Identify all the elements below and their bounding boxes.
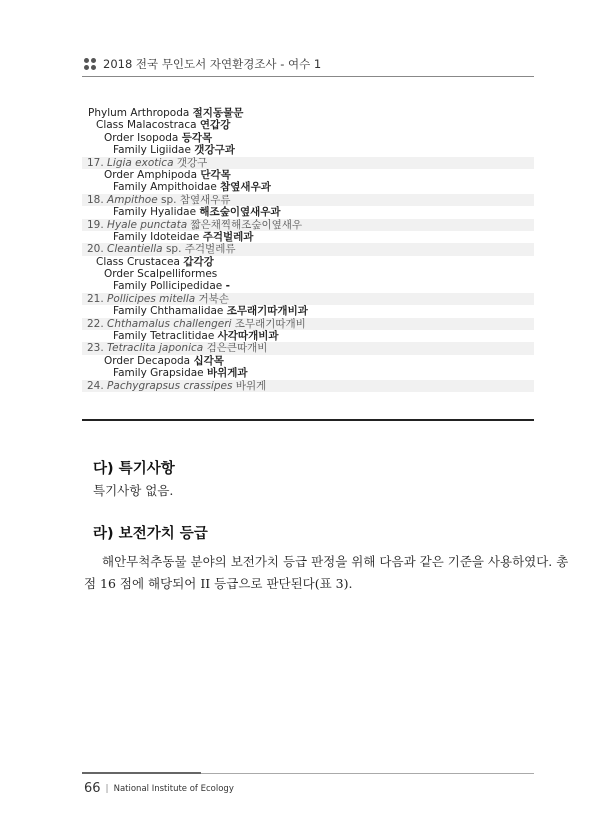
- species-number: 20.: [87, 243, 104, 256]
- taxon-latin-name: Class Crustacea: [96, 255, 180, 268]
- species-row: [82, 318, 534, 330]
- species-scientific-name: Ligia exotica: [107, 156, 174, 169]
- taxon-korean-name: 십각목: [193, 354, 224, 367]
- taxon-latin-name: Order Isopoda: [104, 131, 179, 144]
- species-korean-name: 주걱벌레류: [184, 243, 236, 256]
- species-number: 19.: [87, 218, 104, 231]
- species-scientific-name: Pachygrapsus crassipes: [107, 379, 233, 392]
- section-c-title: 다) 특기사항: [93, 461, 175, 477]
- species-korean-name: 검은큰따개비: [206, 342, 268, 355]
- species-row: [82, 342, 534, 354]
- taxon-rank-row: [82, 305, 534, 317]
- page-footer: [84, 781, 234, 796]
- taxon-korean-name: 갯강구과: [194, 144, 235, 157]
- taxon-korean-name: 참옆새우과: [220, 181, 271, 194]
- species-korean-name: 짧은채찍해조숲이옆새우: [190, 218, 303, 231]
- species-row: [82, 157, 534, 169]
- taxon-latin-name: Family Chthamalidae: [113, 305, 224, 318]
- taxon-korean-name: 조무래기따개비과: [226, 305, 308, 318]
- taxon-rank-row: [82, 169, 534, 181]
- species-korean-name: 참옆새우류: [179, 193, 231, 206]
- species-number: 24.: [87, 379, 104, 392]
- footer-institute: National Institute of Ecology: [113, 783, 234, 794]
- taxon-korean-name: 주걱벌레과: [202, 230, 254, 243]
- species-scientific-name: Cleantiella: [107, 243, 163, 256]
- taxon-rank-row: [82, 181, 534, 193]
- species-row: [82, 243, 534, 255]
- taxon-korean-name: 사각따개비과: [217, 330, 279, 343]
- taxon-korean-name: 해조숲이옆새우과: [199, 206, 281, 219]
- taxon-korean-name: 바위게과: [206, 367, 248, 380]
- taxon-korean-name: 갑각강: [183, 255, 214, 268]
- taxon-korean-name: -: [225, 280, 230, 293]
- species-number: 18.: [87, 193, 104, 206]
- taxon-latin-name: Family Ligiidae: [113, 144, 191, 157]
- footer-separator: |: [105, 783, 109, 794]
- taxon-korean-name: 연갑강: [199, 119, 231, 132]
- taxon-latin-name: Order Scalpelliformes: [104, 268, 218, 281]
- species-row: [82, 219, 534, 231]
- species-scientific-name: Ampithoe: [107, 193, 158, 206]
- running-header: [84, 55, 321, 73]
- species-row: [82, 380, 534, 392]
- taxon-latin-name: Family Tetraclitidae: [113, 330, 215, 343]
- table-bottom-rule: [82, 419, 534, 421]
- header-title: 2018 전국 무인도서 자연환경조사 - 여수 1: [103, 57, 322, 71]
- taxon-rank-row: [82, 144, 534, 156]
- species-scientific-name: Tetraclita japonica: [107, 342, 204, 355]
- header-divider: [82, 76, 534, 77]
- species-number: 21.: [87, 292, 104, 305]
- species-row: [82, 194, 534, 206]
- species-scientific-name: Hyale punctata: [107, 218, 188, 231]
- taxon-latin-name: Order Decapoda: [104, 354, 191, 367]
- footer-rule: [201, 773, 534, 774]
- footer-rule-accent: [82, 772, 201, 774]
- header-dots-icon: [84, 58, 96, 70]
- taxon-latin-name: Family Idoteidae: [113, 230, 200, 243]
- taxon-latin-name: Family Grapsidae: [113, 367, 204, 380]
- taxon-latin-name: Phylum Arthropoda: [88, 107, 190, 119]
- section-d-body-line-2: 점 16 점에 해당되어 II 등급으로 판단된다(표 3).: [84, 576, 353, 591]
- taxon-latin-name: Family Pollicipedidae: [113, 280, 223, 293]
- species-scientific-name: Pollicipes mitella: [107, 292, 196, 305]
- taxon-rank-row: [82, 206, 534, 218]
- species-scientific-name: Chthamalus challengeri: [107, 317, 232, 330]
- taxon-rank-row: [82, 119, 534, 131]
- taxon-latin-name: Class Malacostraca: [96, 119, 197, 132]
- taxon-rank-row: [82, 367, 534, 379]
- taxon-latin-name: Order Amphipoda: [104, 168, 198, 181]
- taxon-korean-name: 절지동물문: [192, 107, 244, 119]
- taxon-rank-row: [82, 256, 534, 268]
- species-korean-name: 거북손: [198, 292, 229, 305]
- page-number: 66: [84, 781, 101, 796]
- species-number: 17.: [87, 156, 104, 169]
- taxon-rank-row: [82, 355, 534, 367]
- taxon-rank-row: [82, 280, 534, 292]
- species-korean-name: 갯강구: [176, 156, 208, 169]
- section-d-title: 라) 보전가치 등급: [93, 526, 208, 542]
- species-number: 22.: [87, 317, 104, 330]
- taxon-korean-name: 단각목: [200, 168, 231, 181]
- species-qualifier: sp.: [157, 193, 177, 206]
- taxon-latin-name: Family Hyalidae: [113, 206, 197, 219]
- taxon-rank-row: [82, 107, 534, 119]
- section-c-body: 특기사항 없음.: [93, 483, 174, 498]
- species-row: [82, 293, 534, 305]
- taxon-rank-row: [82, 330, 534, 342]
- species-number: 23.: [87, 342, 104, 355]
- taxon-rank-row: [82, 268, 534, 280]
- taxon-korean-name: 등각목: [181, 131, 213, 144]
- species-korean-name: 조무래기따개비: [234, 317, 306, 330]
- taxonomy-list: [82, 107, 534, 392]
- taxon-rank-row: [82, 231, 534, 243]
- species-korean-name: 바위게: [235, 379, 267, 392]
- taxon-latin-name: Family Ampithoidae: [113, 181, 217, 194]
- species-qualifier: sp.: [162, 243, 182, 256]
- taxon-rank-row: [82, 132, 534, 144]
- section-d-body-line-1: 해안무척추동물 분야의 보전가치 등급 판정을 위해 다음과 같은 기준을 사용하였다. 총: [102, 554, 569, 569]
